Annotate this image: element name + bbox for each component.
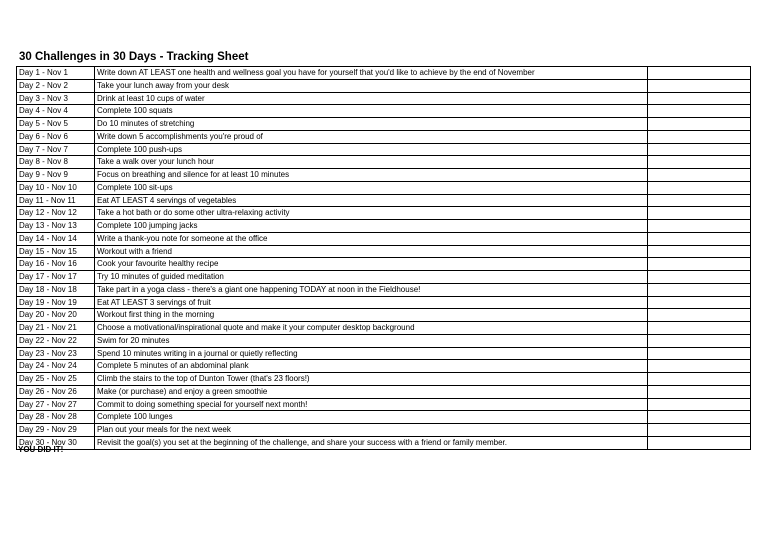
table-row [17, 118, 751, 131]
challenge-cell: Complete 100 lunges [95, 411, 648, 424]
table-row [17, 347, 751, 360]
checkbox-cell[interactable] [648, 143, 751, 156]
challenge-cell: Workout with a friend [95, 245, 648, 258]
day-cell: Day 17 - Nov 17 [17, 271, 95, 284]
table-row [17, 156, 751, 169]
day-cell: Day 29 - Nov 29 [17, 424, 95, 437]
challenge-cell: Take your lunch away from your desk [95, 79, 648, 92]
challenge-cell: Revisit the goal(s) you set at the beginning of the challenge, and share your success with a friend or family member. [95, 436, 648, 449]
challenge-cell: Write down 5 accomplishments you're proud of [95, 130, 648, 143]
table-row [17, 322, 751, 335]
challenge-cell: Take a walk over your lunch hour [95, 156, 648, 169]
day-cell: Day 13 - Nov 13 [17, 220, 95, 233]
challenge-cell: Complete 100 squats [95, 105, 648, 118]
challenge-cell: Write a thank-you note for someone at the office [95, 232, 648, 245]
day-cell: Day 4 - Nov 4 [17, 105, 95, 118]
table-row [17, 360, 751, 373]
checkbox-cell[interactable] [648, 424, 751, 437]
challenge-cell: Focus on breathing and silence for at least 10 minutes [95, 169, 648, 182]
table-row [17, 398, 751, 411]
challenge-cell: Complete 100 push-ups [95, 143, 648, 156]
table-row [17, 79, 751, 92]
checkbox-cell[interactable] [648, 194, 751, 207]
day-cell: Day 21 - Nov 21 [17, 322, 95, 335]
day-cell: Day 5 - Nov 5 [17, 118, 95, 131]
table-row [17, 334, 751, 347]
checkbox-cell[interactable] [648, 130, 751, 143]
day-cell: Day 14 - Nov 14 [17, 232, 95, 245]
day-cell: Day 19 - Nov 19 [17, 296, 95, 309]
checkbox-cell[interactable] [648, 411, 751, 424]
table-row [17, 309, 751, 322]
challenge-cell: Commit to doing something special for yourself next month! [95, 398, 648, 411]
table-row [17, 258, 751, 271]
footer-message: YOU DID IT! [18, 445, 64, 454]
challenge-cell: Complete 100 sit-ups [95, 181, 648, 194]
challenge-cell: Workout first thing in the morning [95, 309, 648, 322]
challenge-cell: Spend 10 minutes writing in a journal or quietly reflecting [95, 347, 648, 360]
checkbox-cell[interactable] [648, 373, 751, 386]
day-cell: Day 28 - Nov 28 [17, 411, 95, 424]
table-row [17, 373, 751, 386]
day-cell: Day 24 - Nov 24 [17, 360, 95, 373]
challenge-cell: Make (or purchase) and enjoy a green smoothie [95, 385, 648, 398]
challenge-cell: Cook your favourite healthy recipe [95, 258, 648, 271]
table-row [17, 283, 751, 296]
table-row [17, 181, 751, 194]
challenge-cell: Complete 5 minutes of an abdominal plank [95, 360, 648, 373]
checkbox-cell[interactable] [648, 207, 751, 220]
checkbox-cell[interactable] [648, 92, 751, 105]
day-cell: Day 1 - Nov 1 [17, 67, 95, 80]
checkbox-cell[interactable] [648, 258, 751, 271]
table-row [17, 271, 751, 284]
challenge-cell: Take a hot bath or do some other ultra-relaxing activity [95, 207, 648, 220]
day-cell: Day 20 - Nov 20 [17, 309, 95, 322]
day-cell: Day 11 - Nov 11 [17, 194, 95, 207]
day-cell: Day 9 - Nov 9 [17, 169, 95, 182]
day-cell: Day 30 - Nov 30 [17, 436, 95, 449]
checkbox-cell[interactable] [648, 283, 751, 296]
day-cell: Day 2 - Nov 2 [17, 79, 95, 92]
checkbox-cell[interactable] [648, 156, 751, 169]
challenge-cell: Take part in a yoga class - there's a giant one happening TODAY at noon in the Fieldhouse! [95, 283, 648, 296]
challenge-cell: Climb the stairs to the top of Dunton Tower (that's 23 floors!) [95, 373, 648, 386]
challenge-cell: Plan out your meals for the next week [95, 424, 648, 437]
checkbox-cell[interactable] [648, 347, 751, 360]
table-row [17, 385, 751, 398]
day-cell: Day 16 - Nov 16 [17, 258, 95, 271]
table-row [17, 424, 751, 437]
checkbox-cell[interactable] [648, 385, 751, 398]
table-row [17, 105, 751, 118]
challenge-cell: Write down AT LEAST one health and wellness goal you have for yourself that you'd like to achieve by the end of November [95, 67, 648, 80]
checkbox-cell[interactable] [648, 296, 751, 309]
challenge-cell: Eat AT LEAST 4 servings of vegetables [95, 194, 648, 207]
checkbox-cell[interactable] [648, 67, 751, 80]
checkbox-cell[interactable] [648, 309, 751, 322]
table-row [17, 92, 751, 105]
table-row [17, 220, 751, 233]
day-cell: Day 22 - Nov 22 [17, 334, 95, 347]
table-row [17, 411, 751, 424]
tracking-table [16, 66, 751, 450]
challenge-cell: Try 10 minutes of guided meditation [95, 271, 648, 284]
table-row [17, 143, 751, 156]
checkbox-cell[interactable] [648, 220, 751, 233]
checkbox-cell[interactable] [648, 271, 751, 284]
day-cell: Day 26 - Nov 26 [17, 385, 95, 398]
table-row [17, 169, 751, 182]
challenge-cell: Eat AT LEAST 3 servings of fruit [95, 296, 648, 309]
table-row [17, 296, 751, 309]
day-cell: Day 15 - Nov 15 [17, 245, 95, 258]
table-row [17, 67, 751, 80]
challenge-cell: Choose a motivational/inspirational quote and make it your computer desktop background [95, 322, 648, 335]
table-row [17, 232, 751, 245]
checkbox-cell[interactable] [648, 322, 751, 335]
checkbox-cell[interactable] [648, 105, 751, 118]
day-cell: Day 7 - Nov 7 [17, 143, 95, 156]
checkbox-cell[interactable] [648, 79, 751, 92]
checkbox-cell[interactable] [648, 118, 751, 131]
day-cell: Day 12 - Nov 12 [17, 207, 95, 220]
table-row [17, 207, 751, 220]
checkbox-cell[interactable] [648, 169, 751, 182]
day-cell: Day 8 - Nov 8 [17, 156, 95, 169]
challenge-cell: Swim for 20 minutes [95, 334, 648, 347]
day-cell: Day 23 - Nov 23 [17, 347, 95, 360]
checkbox-cell[interactable] [648, 245, 751, 258]
checkbox-cell[interactable] [648, 360, 751, 373]
day-cell: Day 27 - Nov 27 [17, 398, 95, 411]
checkbox-cell[interactable] [648, 398, 751, 411]
checkbox-cell[interactable] [648, 181, 751, 194]
table-row [17, 194, 751, 207]
challenge-cell: Do 10 minutes of stretching [95, 118, 648, 131]
challenge-cell: Drink at least 10 cups of water [95, 92, 648, 105]
table-row [17, 245, 751, 258]
day-cell: Day 6 - Nov 6 [17, 130, 95, 143]
day-cell: Day 10 - Nov 10 [17, 181, 95, 194]
challenge-cell: Complete 100 jumping jacks [95, 220, 648, 233]
table-row [17, 436, 751, 449]
day-cell: Day 18 - Nov 18 [17, 283, 95, 296]
checkbox-cell[interactable] [648, 334, 751, 347]
checkbox-cell[interactable] [648, 436, 751, 449]
table-row [17, 130, 751, 143]
day-cell: Day 3 - Nov 3 [17, 92, 95, 105]
page-title: 30 Challenges in 30 Days - Tracking Sheet [19, 51, 249, 63]
day-cell: Day 25 - Nov 25 [17, 373, 95, 386]
checkbox-cell[interactable] [648, 232, 751, 245]
